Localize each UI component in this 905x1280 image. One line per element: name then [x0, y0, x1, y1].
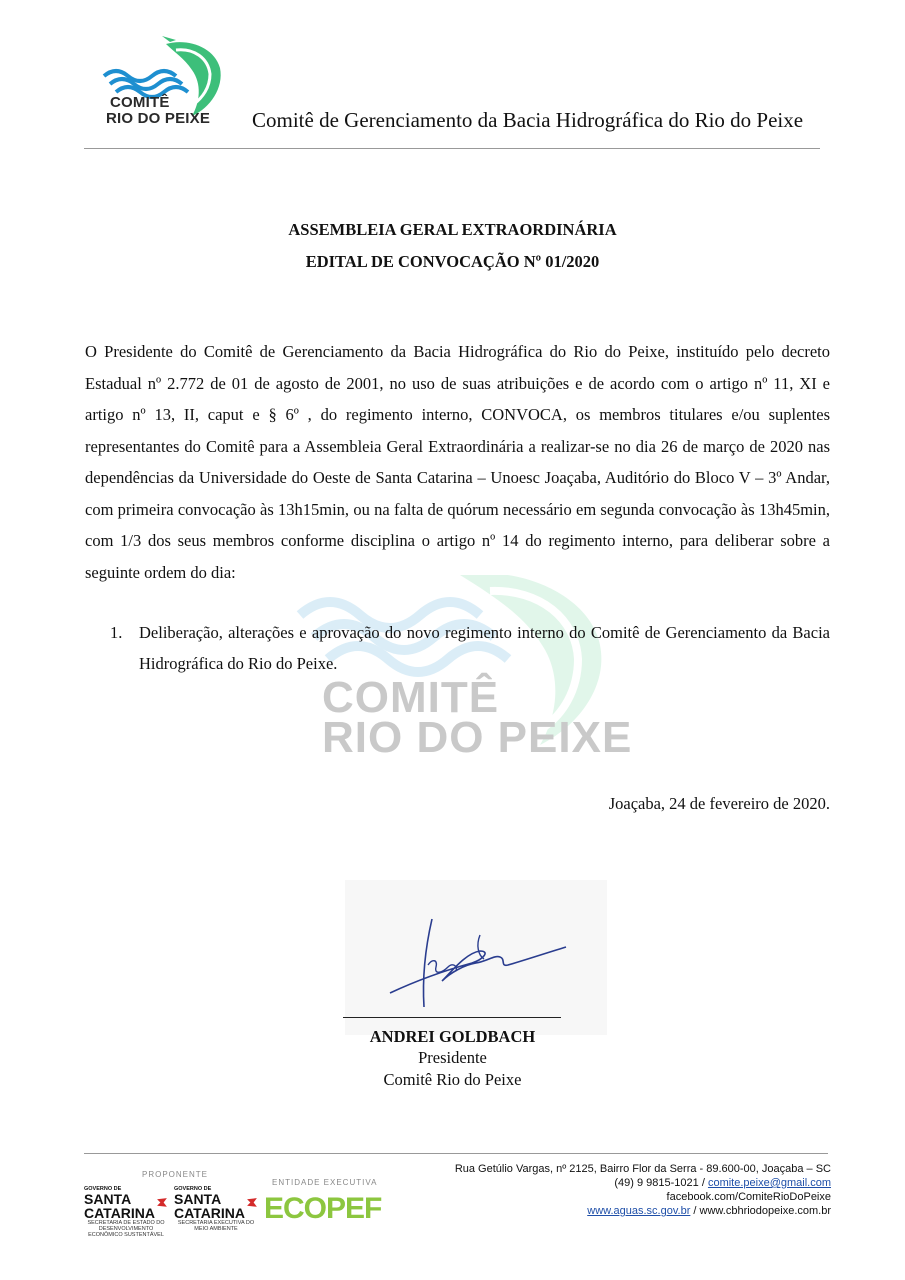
watermark-line1: COMITÊ [322, 673, 500, 722]
sponsor2-name2: CATARINA [174, 1205, 246, 1221]
footer-facebook: facebook.com/ComiteRioDoPeixe [666, 1191, 831, 1203]
sponsor2-subtitle: SECRETARIA EXECUTIVA DO MEIO AMBIENTE [177, 1220, 255, 1232]
sponsor1-gov: GOVERNO DE [84, 1186, 122, 1192]
sc-flag-icon [246, 1192, 258, 1214]
sc-flag-icon [156, 1192, 168, 1214]
header-title: Comitê de Gerenciamento da Bacia Hidrográfica do Rio do Peixe [252, 108, 804, 132]
footer-email-link[interactable]: comite.peixe@gmail.com [707, 1177, 831, 1189]
signer-name: ANDREI GOLDBACH [369, 1027, 536, 1046]
list-item-number: 1. [110, 623, 123, 642]
sponsor1-name2: CATARINA [84, 1205, 156, 1221]
footer-websites [400, 1204, 831, 1218]
sponsor2-gov: GOVERNO DE [174, 1186, 212, 1192]
footer-phone-email [400, 1176, 831, 1190]
logo-text-line1: COMITÊ [110, 94, 170, 111]
footer-divider [84, 1153, 828, 1154]
signer-role: Presidente [418, 1048, 487, 1067]
footer-website-separator: / [690, 1205, 700, 1217]
logo-text-line2: RIO DO PEIXE [106, 110, 211, 127]
list-item [110, 617, 830, 679]
sponsor2-name1: SANTA [174, 1191, 222, 1207]
watermark-text [322, 673, 633, 762]
signer-organization: Comitê Rio do Peixe [383, 1070, 522, 1089]
document-subtitle: EDITAL DE CONVOCAÇÃO Nº 01/2020 [305, 252, 600, 271]
proponente-label: PROPONENTE [142, 1170, 209, 1179]
footer-website-aguas-link[interactable]: www.aguas.sc.gov.br [587, 1205, 691, 1217]
sponsor1-name1: SANTA [84, 1191, 132, 1207]
header-divider [84, 148, 820, 149]
handwritten-signature [380, 915, 570, 1015]
document-title: ASSEMBLEIA GERAL EXTRAORDINÁRIA [288, 220, 617, 239]
date-line: Joaçaba, 24 de fevereiro de 2020. [608, 794, 830, 813]
signature-line [343, 1017, 561, 1018]
agenda-list [110, 617, 830, 679]
sponsor-logo-sde [84, 1186, 168, 1242]
sponsor1-subtitle: SECRETARIA DE ESTADO DO DESENVOLVIMENTO ECONÔMICO SUSTENTÁVEL [87, 1220, 165, 1238]
sponsor-logo-sema [174, 1186, 258, 1242]
entidade-executiva-label: ENTIDADE EXECUTIVA [272, 1178, 378, 1187]
footer-contact-info [400, 1162, 831, 1218]
footer-website-cbh: www.cbhriodopeixe.com.br [699, 1205, 831, 1217]
watermark-line2: RIO DO PEIXE [322, 713, 633, 762]
ecopef-text: ECOPEF [264, 1192, 382, 1225]
body-paragraph: O Presidente do Comitê de Gerenciamento da Bacia Hidrográfica do Rio do Peixe, instituído pelo decreto Estadual nº 2.772 de 01 de agosto de 2001, no uso de suas atribuições e de acordo com o artigo nº 11, XI e artigo nº 13, II, caput e § 6º , do regimento interno, CONVOCA, os membros titulares e/ou suplentes representantes do Comitê para a Assembleia Geral Extraordinária a realizar-se no dia 26 de março de 2020 nas dependências da Universidade do Oeste de Santa Catarina – Unoesc Joaçaba, Auditório do Bloco V – 3º Andar, com primeira convocação às 13h15min, ou na falta de quórum necessário em segunda convocação às 13h45min, com 1/3 dos seus membros conforme disciplina o artigo nº 14 do regimento interno, para deliberar sobre a seguinte ordem do dia: [85, 342, 830, 582]
ecopef-logo [264, 1192, 382, 1226]
logo-text [106, 95, 210, 127]
list-item-text: Deliberação, alterações e aprovação do novo regimento interno do Comitê de Gerenciamento da Bacia Hidrográfica do Rio do Peixe. [139, 623, 830, 673]
footer-address: Rua Getúlio Vargas, nº 2125, Bairro Flor da Serra - 89.600-00, Joaçaba – SC [454, 1163, 831, 1175]
footer-phone: (49) 9 9815-1021 / [614, 1177, 708, 1189]
